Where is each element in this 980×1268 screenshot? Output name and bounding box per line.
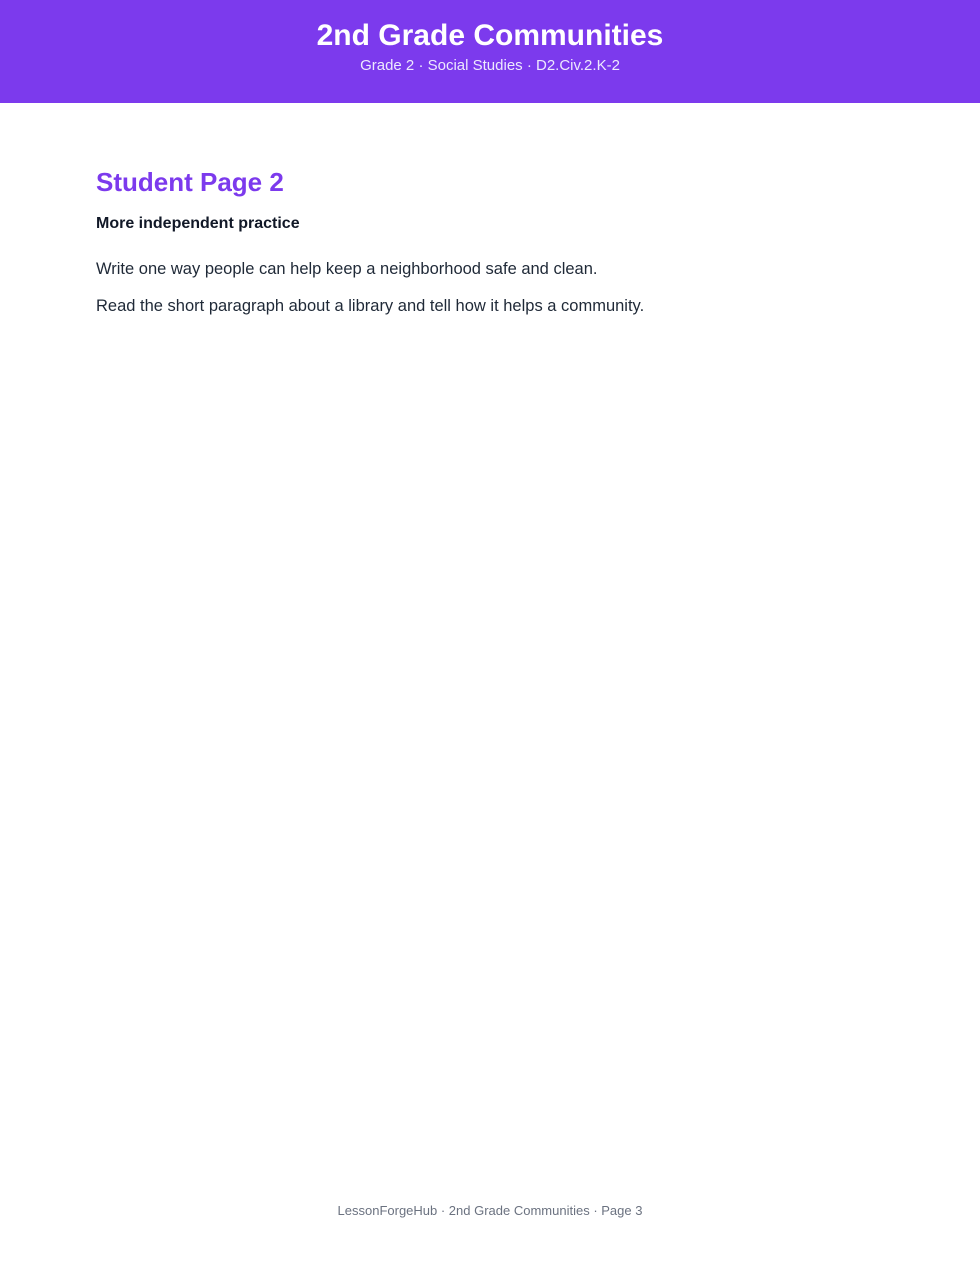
practice-prompt-1: Write one way people can help keep a neighborhood safe and clean. xyxy=(96,260,598,278)
page-content xyxy=(96,164,884,317)
practice-prompt-2: Read the short paragraph about a library and tell how it helps a community. xyxy=(96,297,645,315)
document-title: 2nd Grade Communities xyxy=(316,19,664,52)
page-footer: LessonForgeHub · 2nd Grade Communities · Page 3 xyxy=(337,1203,643,1218)
section-subtitle: More independent practice xyxy=(96,215,300,232)
section-title: Student Page 2 xyxy=(96,167,284,197)
document-subtitle: Grade 2 · Social Studies · D2.Civ.2.K-2 xyxy=(360,57,620,74)
page-header xyxy=(0,0,980,103)
